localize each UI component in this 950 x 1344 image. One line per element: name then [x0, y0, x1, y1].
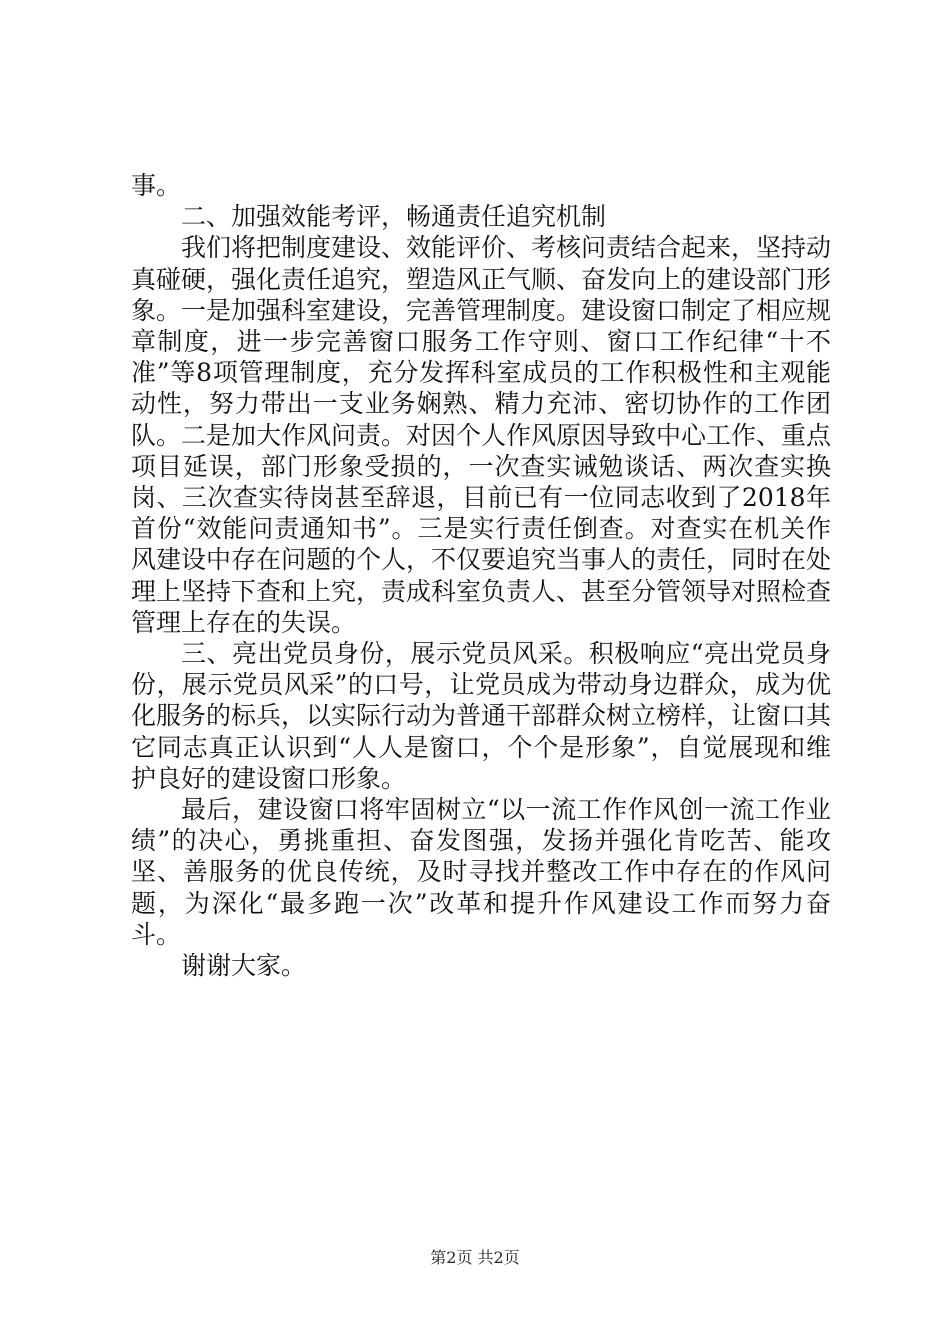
section-heading-2: 二、加强效能考评，畅通责任追究机制 — [181, 202, 607, 232]
section-party-members: 三、亮出党员身份，展示党员风采。积极响应“亮出党员身份，展示党员风采”的口号，让党员成为带动身边群众，成为优化服务的标兵，以实际行动为普通干部群众树立榜样，让窗口其它同志真正认识到“人人是窗口，个个是形象”，自觉展现和维护良好的建设窗口形象。 — [131, 639, 832, 793]
paragraph-accountability: 我们将把制度建设、效能评价、考核问责结合起来，坚持动真碰硬，强化责任追究，塑造风正气顺、奋发向上的建设部门形象。一是加强科室建设，完善管理制度。建设窗口制定了相应规章制度，进一步完善窗口服务工作守则、窗口工作纪律“十不准”等8项管理制度，充分发挥科室成员的工作积极性和主观能动性，努力带出一支业务娴熟、精力充沛、密切协作的工作团队。二是加大作风问责。对因个人作风原因导致中心工作、重点项目延误，部门形象受损的，一次查实诫勉谈话、两次查实换岗、三次查实待岗甚至辞退，目前已有一位同志收到了2018年首份“效能问责通知书”。三是实行责任倒查。对查实在机关作风建设中存在问题的个人，不仅要追究当事人的责任，同时在处理上坚持下查和上究，责成科室负责人、甚至分管领导对照检查管理上存在的失误。 — [131, 233, 832, 637]
closing-thanks: 谢谢大家。 — [181, 951, 307, 981]
paragraph-continuation: 事。 — [131, 171, 182, 200]
document-body — [131, 170, 831, 981]
page-number-footer: 第2页 共2页 — [430, 1248, 520, 1267]
paragraph-conclusion: 最后，建设窗口将牢固树立“以一流工作作风创一流工作业绩”的决心，勇挑重担、奋发图强，发扬并强化肯吃苦、能攻坚、善服务的优良传统，及时寻找并整改工作中存在的作风问题，为深化“最多跑一次”改革和提升作风建设工作而努力奋斗。 — [131, 795, 831, 949]
